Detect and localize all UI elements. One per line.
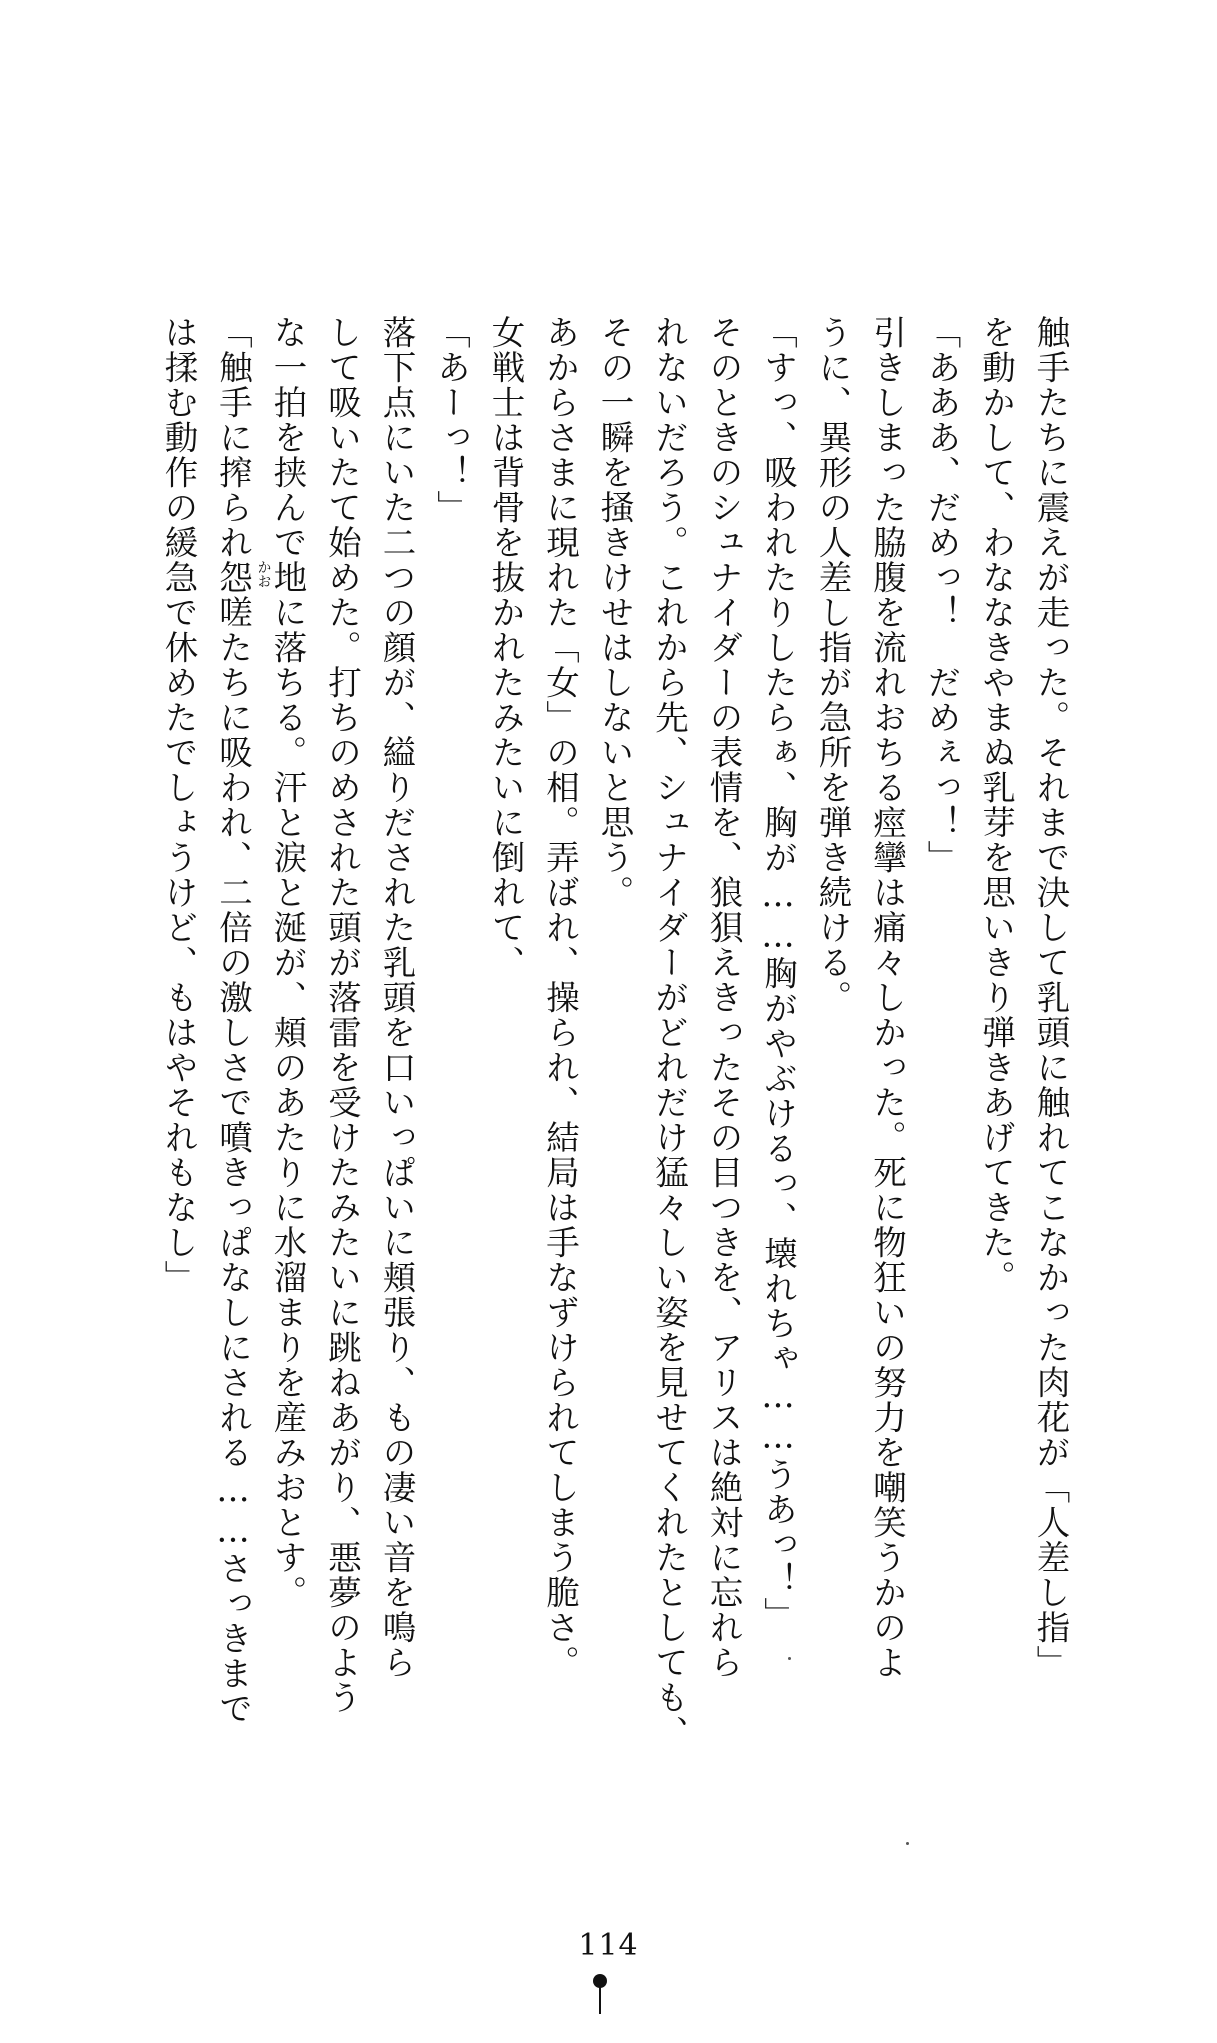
paper-speck: [788, 1657, 791, 1660]
vertical-text-body: [151, 315, 1078, 1770]
ruby-base: 怨嗟: [213, 560, 253, 630]
text-line: を動かして、わななきやまぬ乳芽を思いきり弾きあげてきた。: [976, 315, 1016, 1295]
text-line: 「すっ、吸われたりしたらぁ、胸が……胸がやぶけるっ、壊れちゃ……うあっ！」: [758, 315, 798, 1632]
text-line: な一拍を挟んで地に落ちる。汗と涙と涎が、頬のあたりに水溜まりを産みおとす。: [268, 315, 307, 1610]
text-line: れないだろう。これから先、シュナイダーがどれだけ猛々しい姿を見せてくれたとしても、: [649, 315, 689, 1750]
text-line: 引きしまった脇腹を流れおちる痙攣は痛々しかった。死に物狂いの努力を嘲笑うかのよ: [867, 315, 907, 1680]
line-segment: 「触手に搾られ: [213, 315, 253, 560]
text-line: 女戦士は背骨を抜かれたみたいに倒れて、: [486, 315, 525, 980]
text-line: 落下点にいた二つの顔が、縊りだされた乳頭を口いっぱいに頬張り、もの凄い音を鳴ら: [377, 315, 416, 1680]
text-line: 「あああ、だめっ！ だめぇっ！」: [922, 315, 961, 875]
line-segment: たちに吸われ、二倍の激しさで噴きっぱなしにされる……さっきまで: [213, 630, 253, 1726]
page-number: 114: [578, 1928, 639, 1963]
text-line: 「あーっ！」: [431, 315, 471, 525]
text-line: は揉む動作の緩急で休めたでしょうけど、もはやそれもなし」: [159, 315, 198, 1295]
text-line: そのときのシュナイダーの表情を、狼狽えきったその目つきを、アリスは絶対に忘れら: [704, 315, 743, 1680]
text-line: 触手たちに震えが走った。それまで決して乳頭に触れてこなかった肉花が「人差し指」: [1031, 315, 1070, 1680]
ruby-annotation: [213, 560, 272, 630]
text-line: して吸いたて始めた。打ちのめされた頭が落雷を受けたみたいに跳ねあがり、悪夢のよう: [322, 315, 362, 1715]
text-line: うに、異形の人差し指が急所を弾き続ける。: [813, 315, 852, 1015]
text-line: その一瞬を掻きけせはしないと思う。: [595, 315, 634, 910]
page-marker-tail: [599, 1986, 601, 2014]
text-line: あからさまに現れた「女」の相。弄ばれ、操られ、結局は手なずけられてしまう脆さ。: [540, 315, 580, 1680]
paper-speck: [906, 1842, 909, 1845]
text-line-with-ruby: [205, 315, 272, 1770]
ruby-reading: かお: [255, 560, 272, 588]
